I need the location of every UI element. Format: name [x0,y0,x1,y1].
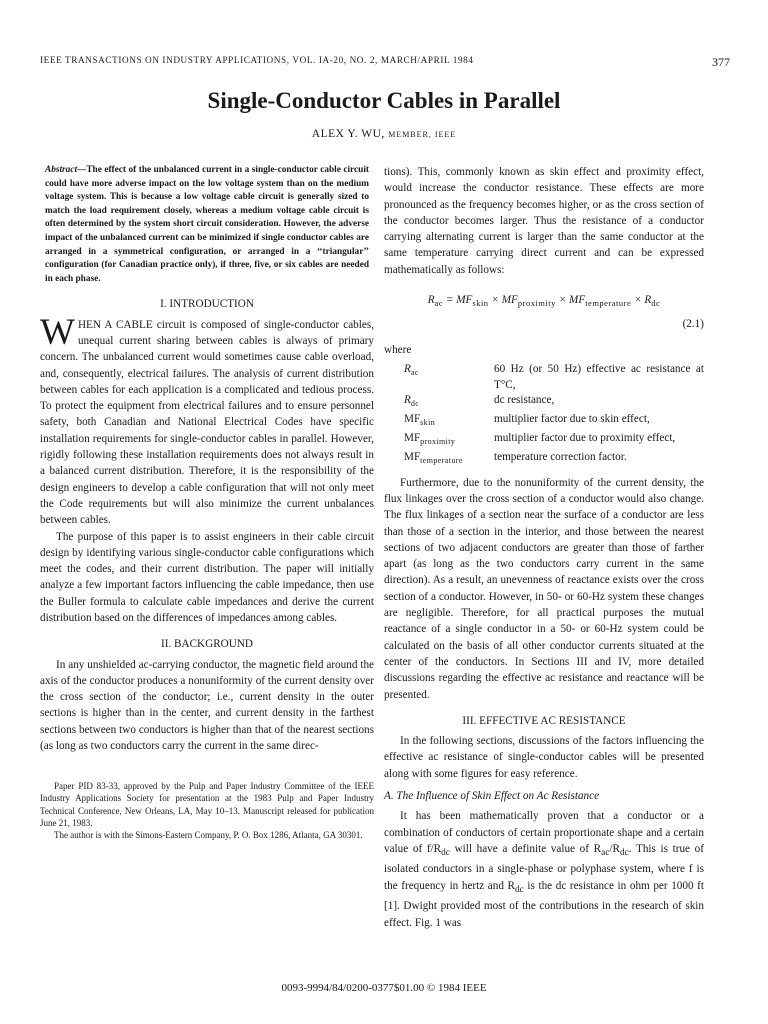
definition-row: $MF_{temperature}$ temperature correction factor. [404,450,627,466]
copyright-line: 0093-9994/84/0200-0377$01.00 © 1984 IEEE [281,982,487,994]
background-paragraph-1: In any unshielded ac-carrying conductor, the magnetic field around the axis of the conductor produces a nonuniformity of the current density over the cross section of the conductor; i.e., current density in the outer sections is higher than in the center, and current density in the farthest sections between two conductors is higher than that of the nearest sections (as long as two conductors carry the current in the same direc- [40,658,374,753]
background-paragraph-2: Furthermore, due to the nonuniformity of the current density, the flux linkages over the cross section of a conductor would also change. The flux linkages of a section near the surface of a conductor are less than those of a section in the interior, and those between the nearest sections of two adjacent conductors are greater than those of farther apart (as long as the two conductors carry current in the same direction). As a result, an unevenness of reactance exists over the cross section of a conductor. However, in 50- or 60-Hz system these changes are negligible. Therefore, for all practical purposes the mutual reactance of a single conductor in a 50- or 60-Hz system could be calculated on the basis of all other conductor currents situated at the center of the conductors. In Sections III and IV, more detailed discussions regarding the effective ac resistance and reactance will be presented. [384,476,704,701]
intro-paragraph-1 [40,311,374,529]
section-heading-background: II. BACKGROUND [161,638,253,651]
subsection-heading-skin-effect: A. The Influence of Skin Effect on Ac Resistance [384,790,600,803]
left-column [40,164,374,841]
background-paragraph-1-continued: tions). This, commonly known as skin effect and proximity effect, would increase the conductor resistance. These effects are more pronounced as the frequency becomes higher, or as the cross section of the conductor becomes larger. Thus the resistance of a conductor carrying alternating current is larger than the same conductor at the same temperature carrying direct current and can be expressed mathematically as follows: [384,166,704,276]
equation-number: (2.1) [682,317,704,330]
skin-effect-paragraph: It has been mathematically proven that a conductor or a combination of conductors of certain proportionate shape and a certain value of $f/R_{dc}$ will have a definite value of $R_{ac}/R_{dc}$. This is true of isolated conductors in a single-phase or polyphase system, where f is the frequency in hertz and $R_{dc}$ is the dc resistance in ohm per 1000 ft [1]. Dwight provided most of the contributions in the research of skin effect. Fig. 1 was [384,810,704,929]
symbol-definitions [404,362,704,469]
footnote-paper-info: Paper PID 83-33, approved by the Pulp and Paper Industry Committee of the IEEE Industry Applications Society for presentation at the 1983 Pulp and Paper Industry Technical Conference, New Orleans, LA, May 10–13. Manuscript released for publication June 21, 1983. [40,781,374,828]
author-name: ALEX Y. WU, [311,128,385,140]
abstract-text: —The effect of the unbalanced current in a single-conductor cable circuit could have more adverse impact on the low voltage system than on the medium voltage system. This is because a low voltage cable circuit is generally sized to match the load requirement closely, whereas a medium voltage cable circuit is often determined by the system short circuit consideration. However, the adverse impact of the unbalanced current can be minimized if single conductor cables are arranged in a symmetrical configuration, or arranged in a ‘‘triangular’’ configuration (for Canadian practice only), if three, five, or six cables are needed in each phase. [45,165,369,284]
footnote-author-affiliation: The author is with the Simons-Eastern Company, P. O. Box 1286, Atlanta, GA 30301. [54,829,363,840]
where-label: where [384,343,412,356]
running-head [40,55,730,70]
paper-title: Single-Conductor Cables in Parallel [207,88,561,113]
definition-row: $R_{ac}$ 60 Hz (or 50 Hz) effective ac resistance at T°C, [404,363,704,391]
right-column [384,164,704,931]
section-heading-introduction: I. INTRODUCTION [160,298,254,311]
definition-row: $MF_{proximity}$ multiplier factor due to proximity effect, [404,432,676,447]
effective-ac-paragraph-1: In the following sections, discussions of the factors influencing the effective ac resistance of single-conductor cables will be presented along with some figures for easy reference. [384,735,704,780]
intro-paragraph-1-text: HEN A CABLE circuit is composed of single-conductor cables, unequal current sharing between cables is always of primary concern. The unbalanced current would sometimes cause cable overload, and, consequently, electrical failures. The analysis of current distribution between cables for each application is a complicated and tedious process. To protect the equipment from electrical failures and to ensure personnel safety, both Canadian and National Electrical Codes have specific installation requirements for single-conductor cables in parallel. However, rigidly following these installation requirements does not always result in a balanced current distribution. Therefore, it is the responsibility of the design engineers to develop a cable configuration that will not only meet the Code requirements but will also minimize the current unbalances between cables. [40,318,374,527]
footnote [40,780,374,840]
journal-header: IEEE TRANSACTIONS ON INDUSTRY APPLICATIONS, VOL. IA-20, NO. 2, MARCH/APRIL 1984 [40,55,474,65]
abstract [40,164,374,286]
section-heading-effective-ac-resistance: III. EFFECTIVE AC RESISTANCE [462,714,626,727]
definition-row: $MF_{skin}$ multiplier factor due to skin effect, [404,413,650,428]
abstract-label: Abstract [45,165,78,175]
page-number: 377 [712,55,730,69]
definition-row: $R_{dc}$ dc resistance, [404,394,555,409]
author-membership: MEMBER, IEEE [388,130,457,139]
author-line [0,128,768,140]
equation-2-1: $R_{ac} = MF_{skin} \times MF_{proximity} \times MF_{temperature} \times R_{dc}$ [427,294,661,309]
drop-cap: W [40,311,75,353]
intro-paragraph-2: The purpose of this paper is to assist engineers in their cable circuit design by identifying various single-conductor cable configurations which meet the codes, and their current distribution. The paper will initially analyze a few important factors influencing the cable impedance, then use the Buller formula to calculate cable impedances and derive the current distribution based on the differences of impedances among cables. [40,530,374,624]
